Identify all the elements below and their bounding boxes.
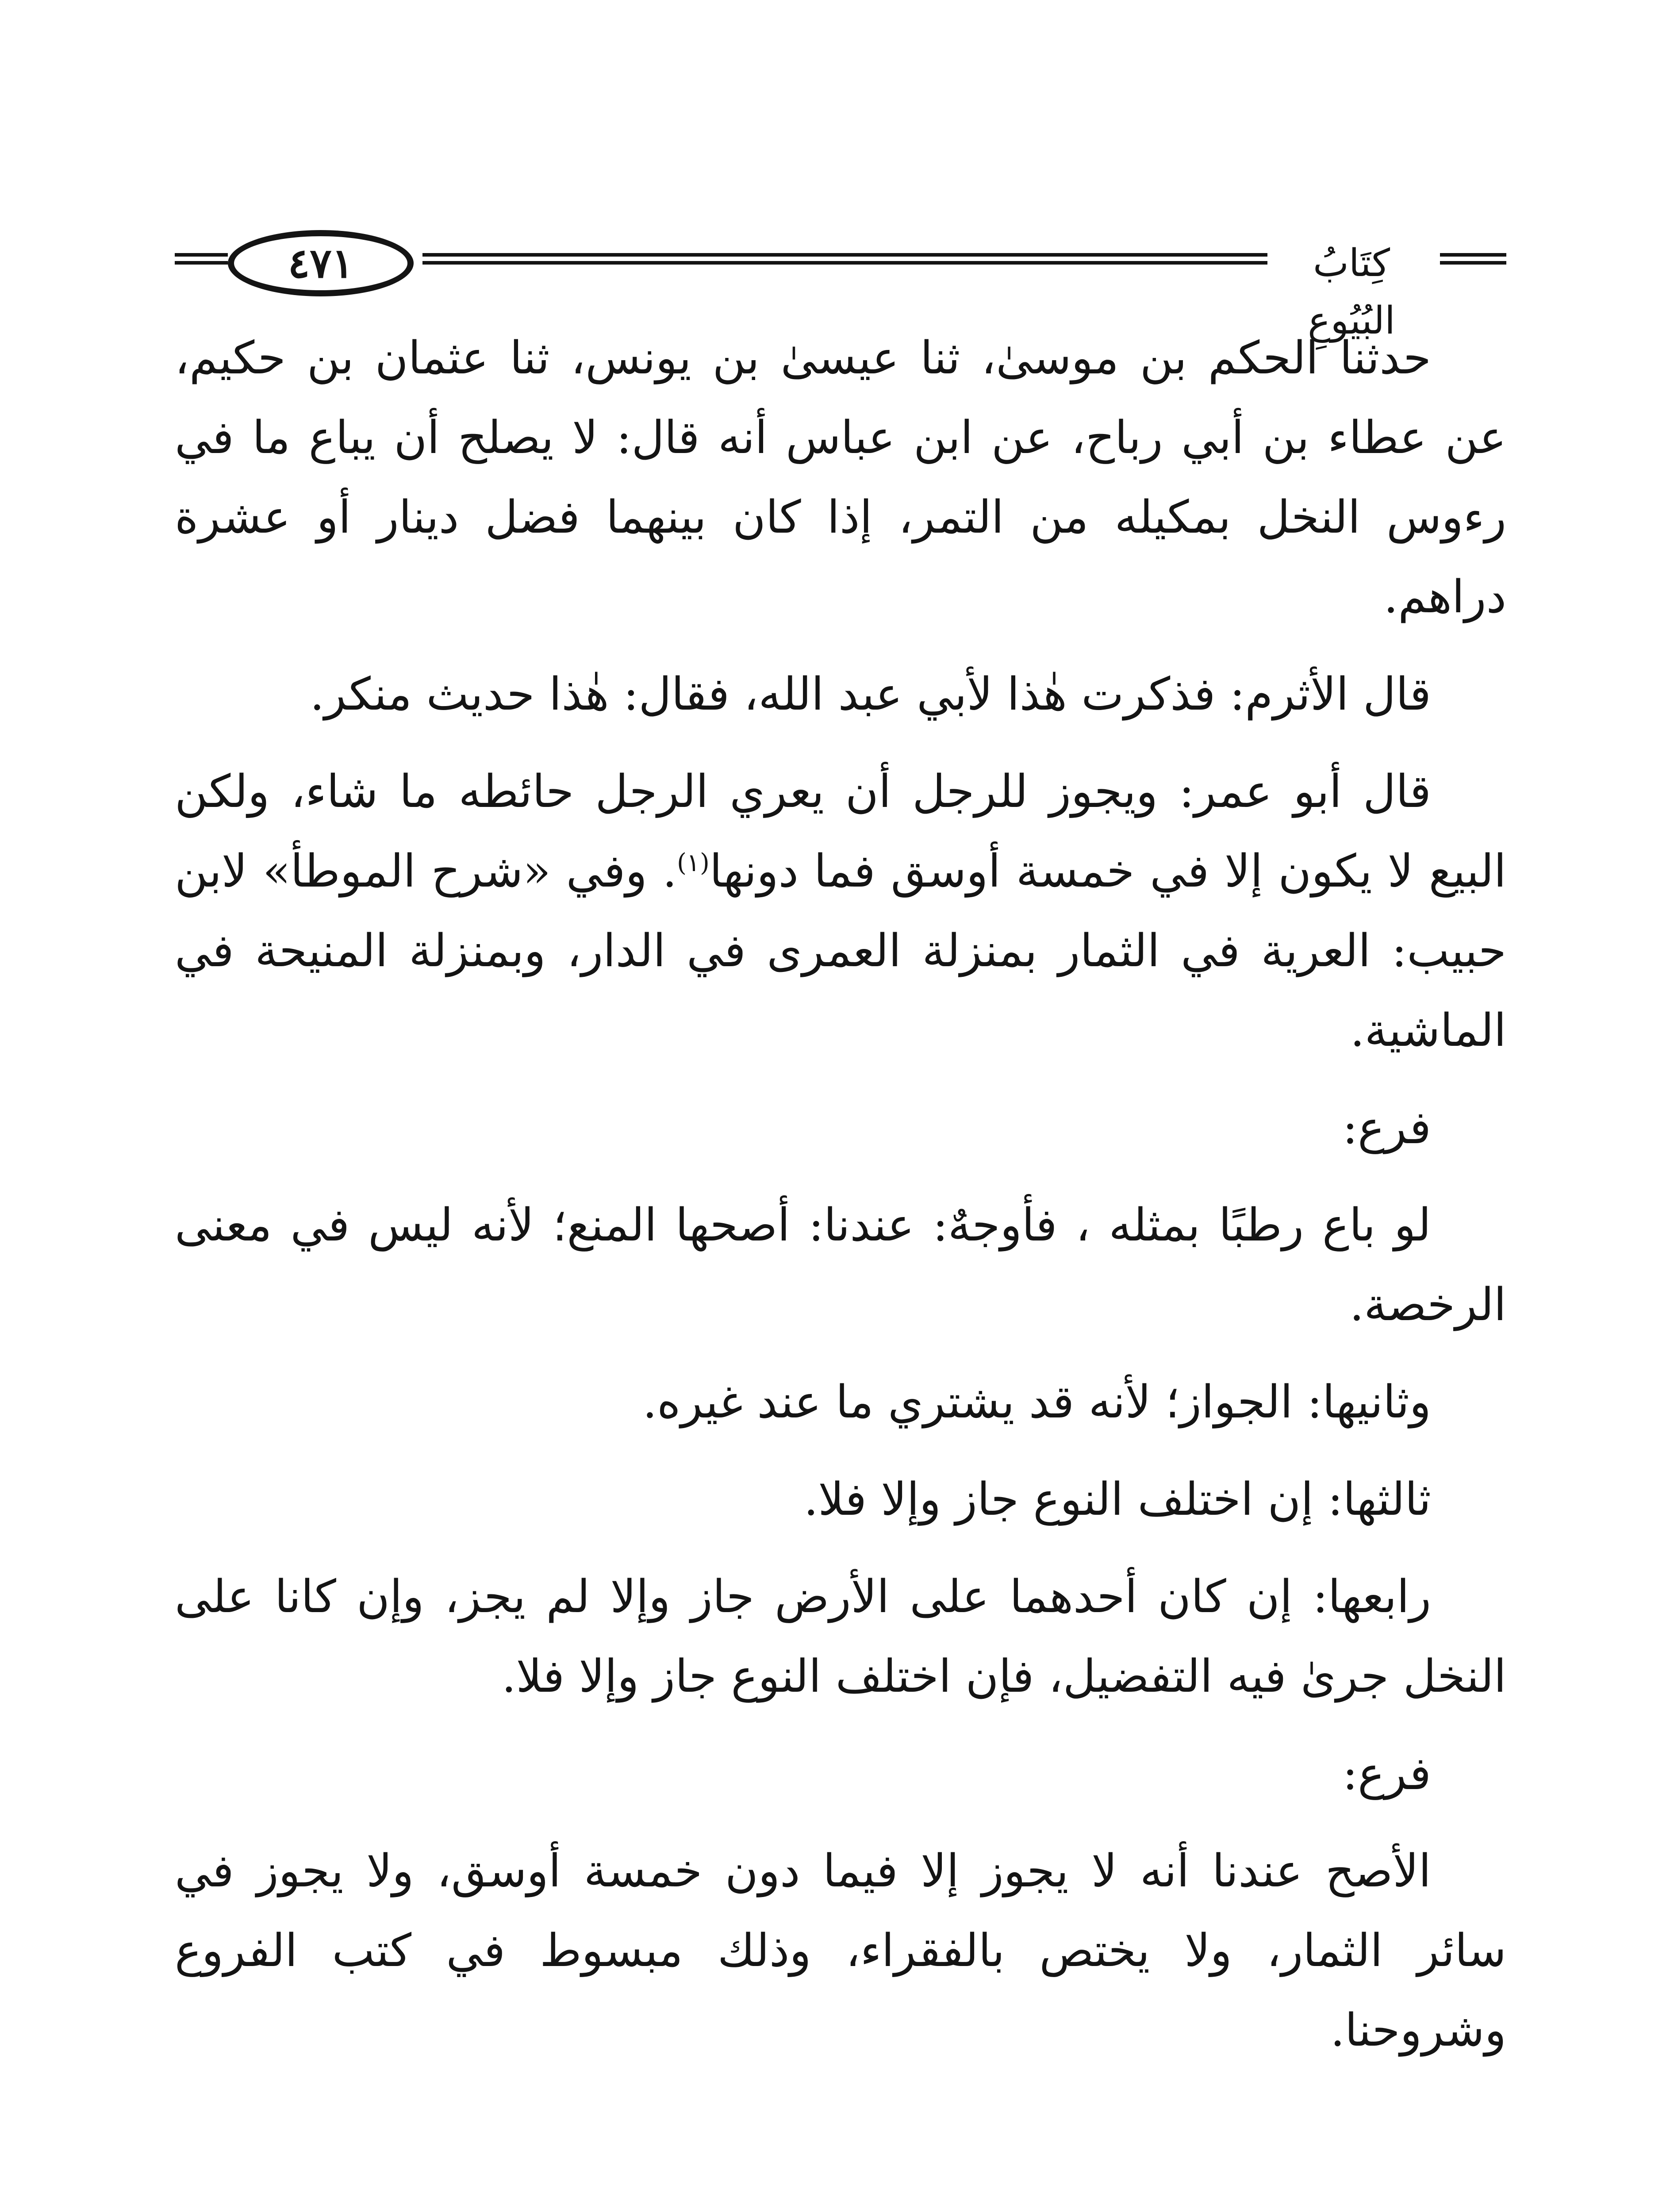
footnote-marker[interactable]: (١) [677, 849, 710, 877]
page-header [175, 230, 1506, 343]
paragraph [175, 752, 1506, 1071]
section-heading: فرع: [1342, 1102, 1431, 1154]
paragraph: وثانيها: الجواز؛ لأنه قد يشتري ما عند غيره. [642, 1376, 1431, 1429]
paragraph: الأصح عندنا أنه لا يجوز إلا فيما دون خمسة أوسق، ولا يجوز في سائر الثمار، ولا يختص بالفقراء، وذلك مبسوط في كتب الفروع وشروحنا. [175, 1845, 1506, 2057]
page-number: ٤٧١ [288, 239, 354, 287]
paragraph-text: . وفي «شرح الموطأ» لابن حبيب: العرية في الثمار بمنزلة العمرى في الدار، وبمنزلة المنيحة في الماشية. [175, 845, 1506, 1057]
paragraph: رابعها: إن كان أحدهما على الأرض جاز وإلا لم يجز، وإن كانا على النخل جرىٰ فيه التفضيل، فإن اختلف النوع جاز وإلا فلا. [175, 1571, 1506, 1703]
header-rule-middle [422, 253, 1267, 265]
running-title: كِتَابُ البُيُوعِ [1308, 241, 1395, 343]
page-number-oval [228, 230, 414, 296]
paragraph: حدثنا الحكم بن موسىٰ، ثنا عيسىٰ بن يونس، ثنا عثمان بن حكيم، عن عطاء بن أبي رباح، عن ابن عباس أنه قال: لا يصلح أن يباع ما في رءوس النخل بمكيله من التمر، إذا كان بينهما فضل دينار أو عشرة دراهم. [175, 332, 1506, 623]
paragraph: ثالثها: إن اختلف النوع جاز وإلا فلا. [803, 1473, 1431, 1526]
paragraph: لو باع رطبًا بمثله ، فأوجهٌ: عندنا: أصحها المنع؛ لأنه ليس في معنى الرخصة. [175, 1199, 1506, 1331]
paragraph: قال الأثرم: فذكرت هٰذا لأبي عبد الله، فقال: هٰذا حديث منكر. [310, 668, 1431, 721]
section-heading: فرع: [1342, 1747, 1431, 1800]
header-rule-right [1440, 253, 1506, 265]
body-text [175, 319, 1506, 2088]
paragraph-text: قال أبو عمر: ويجوز للرجل أن يعري الرجل حائطه ما شاء، ولكن البيع لا يكون إلا في خمسة أوسق فما دونها [175, 765, 1507, 898]
header-rule-left [175, 253, 228, 265]
